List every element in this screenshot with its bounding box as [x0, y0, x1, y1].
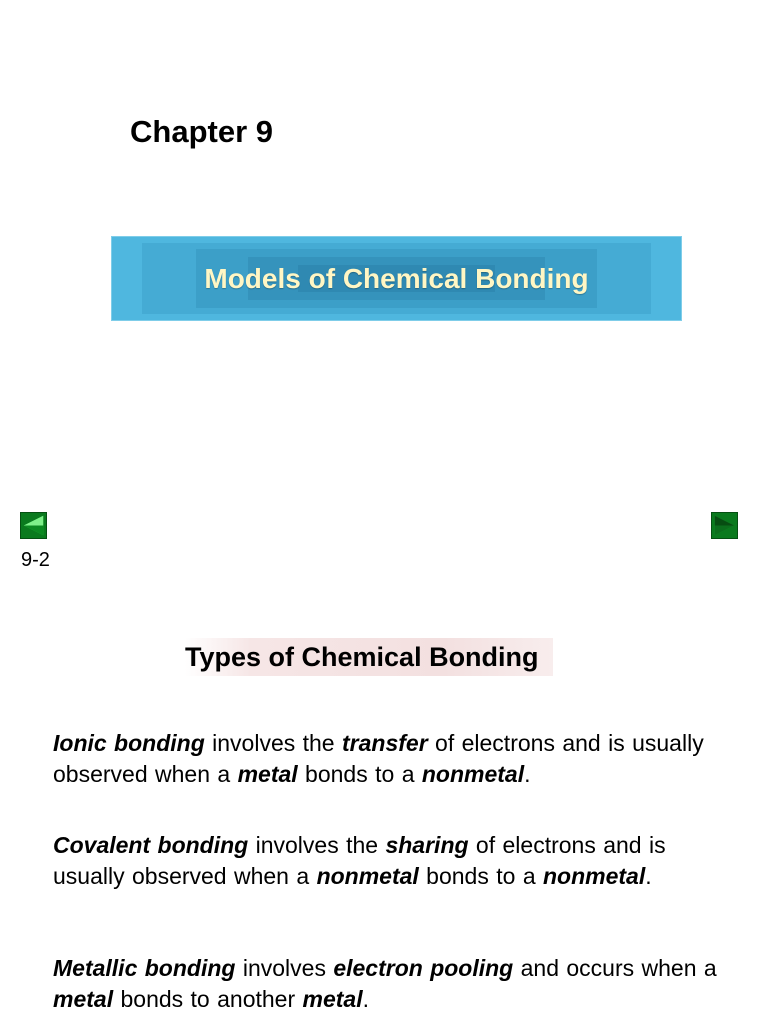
term: nonmetal — [543, 863, 646, 889]
term: sharing — [385, 832, 469, 858]
term: Ionic bonding — [53, 730, 205, 756]
text: bonds to a — [418, 863, 543, 889]
term: nonmetal — [421, 761, 525, 787]
previous-slide-button[interactable] — [20, 512, 47, 539]
next-slide-button[interactable] — [711, 512, 738, 539]
slide-number: 9-2 — [21, 549, 50, 571]
term: Covalent bonding — [53, 832, 249, 858]
right-arrow-icon — [712, 513, 737, 538]
chapter-heading: Chapter 9 — [130, 114, 273, 149]
section-title: Types of Chemical Bonding — [185, 638, 553, 676]
term: electron pooling — [333, 955, 514, 981]
term: nonmetal — [316, 863, 419, 889]
text: bonds to a — [297, 761, 422, 787]
text: . — [362, 986, 369, 1012]
ionic-bonding-paragraph — [53, 728, 743, 790]
term: metal — [53, 986, 114, 1012]
term: transfer — [342, 730, 428, 756]
metallic-bonding-paragraph — [53, 953, 743, 1015]
text: of electrons and is usually observed when a — [53, 832, 666, 889]
text: involves the — [204, 730, 342, 756]
term: metal — [237, 761, 298, 787]
covalent-bonding-paragraph — [53, 830, 743, 892]
banner-title: Models of Chemical Bonding — [204, 262, 589, 294]
left-arrow-icon — [21, 513, 46, 538]
text: . — [524, 761, 531, 787]
text: involves — [235, 955, 334, 981]
term: Metallic bonding — [53, 955, 236, 981]
title-banner — [111, 236, 682, 321]
text: involves the — [248, 832, 386, 858]
text: and occurs when a — [513, 955, 717, 981]
text: of electrons and is usually observed when a — [53, 730, 704, 787]
text: . — [645, 863, 652, 889]
term: metal — [302, 986, 363, 1012]
text: bonds to another — [113, 986, 303, 1012]
